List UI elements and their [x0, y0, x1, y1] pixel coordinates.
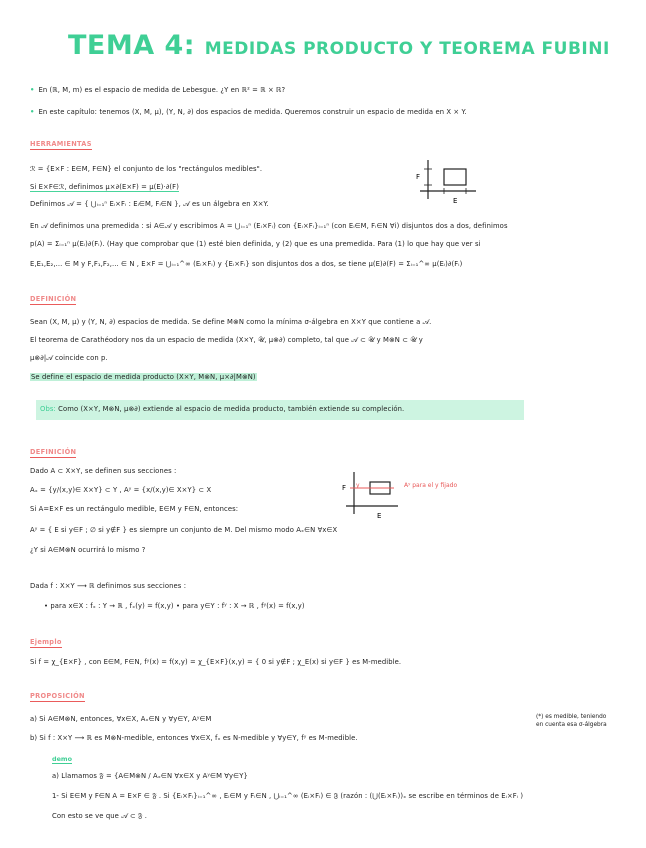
rectangle-figure-1: [412, 155, 482, 205]
bullet-icon: •: [30, 108, 35, 116]
fig2-label-f: F: [342, 484, 347, 492]
obs-line: [40, 405, 404, 414]
fig2-label-e: E: [377, 512, 382, 520]
herramientas-line-1: ℛ = {E×F : E∈M, F∈N} el conjunto de los "rectángulos medibles".: [30, 165, 263, 173]
title-sub: MEDIDAS PRODUCTO Y TEOREMA FUBINI: [204, 39, 610, 59]
herramientas-line-4: En 𝒜 definimos una premedida : si A∈𝒜 y escribimos A = ⋃ᵢ₌₁ⁿ (Eᵢ×Fᵢ) con {Eᵢ×Fᵢ}ᵢ₌₁ⁿ (con Eᵢ∈M, Fᵢ∈N ∀i) disjuntos dos a dos, definimos: [30, 222, 508, 230]
obs-label: Obs:: [40, 405, 56, 413]
fig2-label-y: y: [356, 482, 360, 489]
definicion2-line-4: Aʸ = { E si y∈F ; ∅ si y∉F } es siempre un conjunto de M. Del mismo modo Aₓ∈N ∀x∈X: [30, 526, 338, 534]
fig1-label-f: F: [416, 173, 421, 181]
ejemplo-line: Si f = χ_{E×F} , con E∈M, F∈N, fʸ(x) = f(x,y) = χ_{E×F}(x,y) = { 0 si y∉F ; χ_E(x) si y∈F } es M-medible.: [30, 658, 402, 666]
intro-line-2: • En este capítulo: tenemos (X, M, μ), (Y, N, ∂) dos espacios de medida. Queremos construir un espacio de medida en X × Y.: [30, 108, 467, 116]
title-main: TEMA 4:: [68, 30, 196, 61]
definicion2-line-2: Aₓ = {y/(x,y)∈ X×Y} ⊂ Y , Aʸ = {x/(x,y)∈ X×Y} ⊂ X: [30, 486, 212, 494]
proposicion-line-a: a) Si A∈M⊗N, entonces, ∀x∈X, Aₓ∈N y ∀y∈Y, Aʸ∈M: [30, 715, 212, 723]
obs-box: [36, 400, 524, 420]
definicion2-line-1: Dado A ⊂ X×Y, se definen sus secciones :: [30, 467, 177, 475]
heading-definicion-2: DEFINICIÓN: [30, 448, 77, 456]
definicion1-line-4: Se define el espacio de medida producto (X×Y, M⊗N, μ×∂|M⊗N): [31, 373, 256, 381]
heading-definicion-1: DEFINICIÓN: [30, 295, 77, 303]
rectangle-figure-2: [336, 470, 402, 526]
fig1-label-e: E: [453, 197, 458, 205]
definicion2-line-3: Si A=E×F es un rectángulo medible, E∈M y F∈N, entonces:: [30, 505, 239, 513]
intro-line-1: • En (ℝ, M, m) es el espacio de medida de Lebesgue. ¿Y en ℝ² = ℝ × ℝ?: [30, 86, 286, 94]
page-title: [68, 30, 610, 61]
side-note-1: (*) es medible, teniendo: [536, 714, 607, 720]
demo-line-3: Con esto se ve que 𝒜 ⊂ 𝔉 .: [52, 812, 147, 820]
heading-herramientas: HERRAMIENTAS: [30, 140, 92, 148]
demo-line-1: a) Llamamos 𝔉 = {A∈M⊗N / Aₓ∈N ∀x∈X y Aʸ∈M ∀y∈Y}: [52, 772, 248, 780]
demo-label: demo: [52, 755, 72, 763]
side-note-2: en cuenta esa σ-álgebra: [536, 722, 607, 728]
herramientas-line-2: Si E×F∈ℛ, definimos μ×∂(E×F) = μ(E)·∂(F): [30, 183, 179, 191]
herramientas-line-3: Definimos 𝒜 = { ⋃ᵢ₌₁ⁿ Eᵢ×Fᵢ : Eᵢ∈M, Fᵢ∈N }, 𝒜 es un álgebra en X×Y.: [30, 200, 269, 208]
proposicion-line-b: b) Si f : X×Y ⟶ ℝ es M⊗N-medible, entonces ∀x∈X, fₓ es N-medible y ∀y∈Y, fʸ es M-medible.: [30, 734, 358, 742]
definicion1-line-2: El teorema de Carathéodory nos da un espacio de medida (X×Y, 𝒰, μ⊗∂) completo, tal que 𝒜 ⊂ 𝒰 y M⊗N ⊂ 𝒰 y: [30, 336, 423, 344]
func-line-1: Dada f : X×Y ⟶ ℝ definimos sus secciones :: [30, 582, 187, 590]
red-note: Aʸ para el y fijado: [404, 482, 458, 489]
demo-line-2: 1- Si E∈M y F∈N A = E×F ∈ 𝔉 . Si {Eᵢ×Fᵢ}ᵢ₌₁^∞ , Eᵢ∈M y Fᵢ∈N , ⋃ᵢ₌₁^∞ (Eᵢ×Fᵢ) ∈ 𝔉 (razón : (⋃(Eᵢ×Fᵢ))ₓ se escribe en términos de Eᵢ×Fᵢ ): [52, 792, 524, 800]
herramientas-line-5: p(A) = Σᵢ₌₁ⁿ μ(Eᵢ)∂(Fᵢ). (Hay que comprobar que (1) esté bien definida, y (2) que es una premedida. Para (1) lo que hay que ver si: [30, 240, 481, 248]
definicion1-line-1: Sean (X, M, μ) y (Y, N, ∂) espacios de medida. Se define M⊗N como la mínima σ-álgebra en X×Y que contiene a 𝒜.: [30, 318, 432, 326]
definicion1-line-3: μ⊗∂|𝒜 coincide con p.: [30, 354, 108, 362]
func-line-2: • para x∈X : fₓ : Y → ℝ , fₓ(y) = f(x,y) • para y∈Y : fʸ : X → ℝ , fʸ(x) = f(x,y): [44, 602, 305, 610]
bullet-icon: •: [30, 86, 35, 94]
definicion2-line-5: ¿Y si A∈M⊗N ocurrirá lo mismo ?: [30, 546, 146, 554]
obs-text: Como (X×Y, M⊗N, μ⊗∂) extiende al espacio de medida producto, también extiende su compleción.: [58, 405, 405, 413]
heading-ejemplo: Ejemplo: [30, 638, 62, 646]
heading-proposicion: PROPOSICIÓN: [30, 692, 85, 700]
herramientas-line-6: E,E₁,E₂,... ∈ M y F,F₁,F₂,... ∈ N , E×F = ⋃ᵢ₌₁^∞ (Eᵢ×Fᵢ) y {Eᵢ×Fᵢ} son disjuntos dos a dos, se tiene μ(E)∂(F) = Σᵢ₌₁^∞ μ(Eᵢ)∂(Fᵢ): [30, 260, 463, 268]
